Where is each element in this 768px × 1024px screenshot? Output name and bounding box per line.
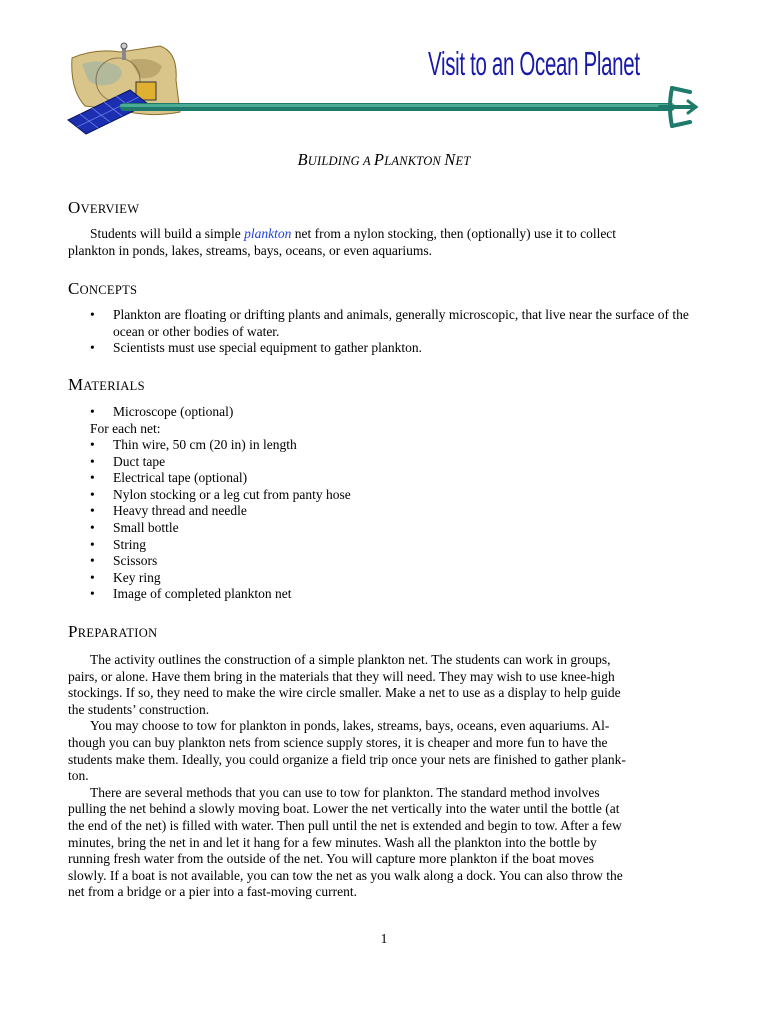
list-item: • Electrical tape (optional) <box>90 470 248 486</box>
decorative-rule <box>120 103 675 111</box>
concepts-heading: CONCEPTS <box>68 279 138 298</box>
materials-subheading: For each net: <box>90 421 161 436</box>
banner-graphic <box>0 0 768 150</box>
materials-heading: MATERIALS <box>68 375 145 394</box>
title-part: P <box>373 150 385 169</box>
page-number: 1 <box>380 931 388 946</box>
overview-paragraph: Students will build a simple plankton net from a nylon stocking, then (optionally) use it to collect plankton in ponds, lakes, streams, bays, oceans, or even aquariums. <box>68 226 617 258</box>
overview-heading: OVERVIEW <box>68 198 140 217</box>
title-part: UILDING A <box>307 154 374 168</box>
title-part: B <box>297 150 308 169</box>
list-item: • Image of completed plankton net <box>90 586 292 602</box>
concepts-list <box>68 307 698 357</box>
list-item: • Thin wire, 50 cm (20 in) in length <box>90 437 297 452</box>
list-item: • Small bottle <box>90 519 179 535</box>
banner-title: Visit to an Ocean Planet <box>428 45 640 82</box>
satellite-globe-icon <box>68 43 180 134</box>
list-item: • Plankton are floating or drifting plants and animals, generally microscopic, that live near the surface of the ocean or other bodies of water. <box>90 307 689 339</box>
preparation-text: The activity outlines the construction of a simple plankton net. The students can work in groups, pairs, or alone. Have them bring in the materials that they will need. They may wish to use knee-high stockings. If so, they need to make the wire circle smaller. Make a net to use as a display to help guide the students’ construction. You may choose to tow for plankton in ponds, lakes, streams, bays, oceans, even aquariums. Al- though you can buy plankton nets from science supply stores, it is cheaper and more fun to have the students make them. Ideally, you could organize a field trip once your nets are finished to gather plank- ton. There are several methods that you can use to tow for plankton. The standard method involves pulling the net behind a slowly moving boat. Lower the net vertically into the water until the bottle (at the end of the net) is filled with water. Then pull until the net is extended and begin to tow. After a few minutes, bring the net in and let it hang for a few minutes. Wash all the plankton into the bottle by running fresh water from the outside of the net. You will capture more plankton if the boat moves slowly. If a boat is not available, you can tow the net as you walk along a dock. You can also throw the net from a bridge or a pier into a fast-moving current. <box>68 652 626 900</box>
list-item: • Scissors <box>90 553 158 569</box>
header-banner <box>0 0 768 150</box>
list-item: • Key ring <box>90 569 161 585</box>
list-item: • Microscope (optional) <box>90 404 234 419</box>
list-item: • Duct tape <box>90 453 166 469</box>
title-part: ET <box>455 154 471 168</box>
list-item: • Scientists must use special equipment to gather plankton. <box>90 340 422 356</box>
list-item: • String <box>90 536 147 552</box>
list-item: • Heavy thread and needle <box>90 503 247 519</box>
trident-icon <box>660 88 696 126</box>
list-item: • Nylon stocking or a leg cut from panty hose <box>90 486 351 502</box>
document-title <box>0 152 768 170</box>
materials-list <box>68 437 698 603</box>
materials-first-list <box>68 404 698 421</box>
title-part: LANKTON <box>384 154 445 168</box>
plankton-link[interactable]: plankton <box>244 226 292 241</box>
preparation-heading: PREPARATION <box>68 622 158 641</box>
title-part: N <box>444 150 456 169</box>
